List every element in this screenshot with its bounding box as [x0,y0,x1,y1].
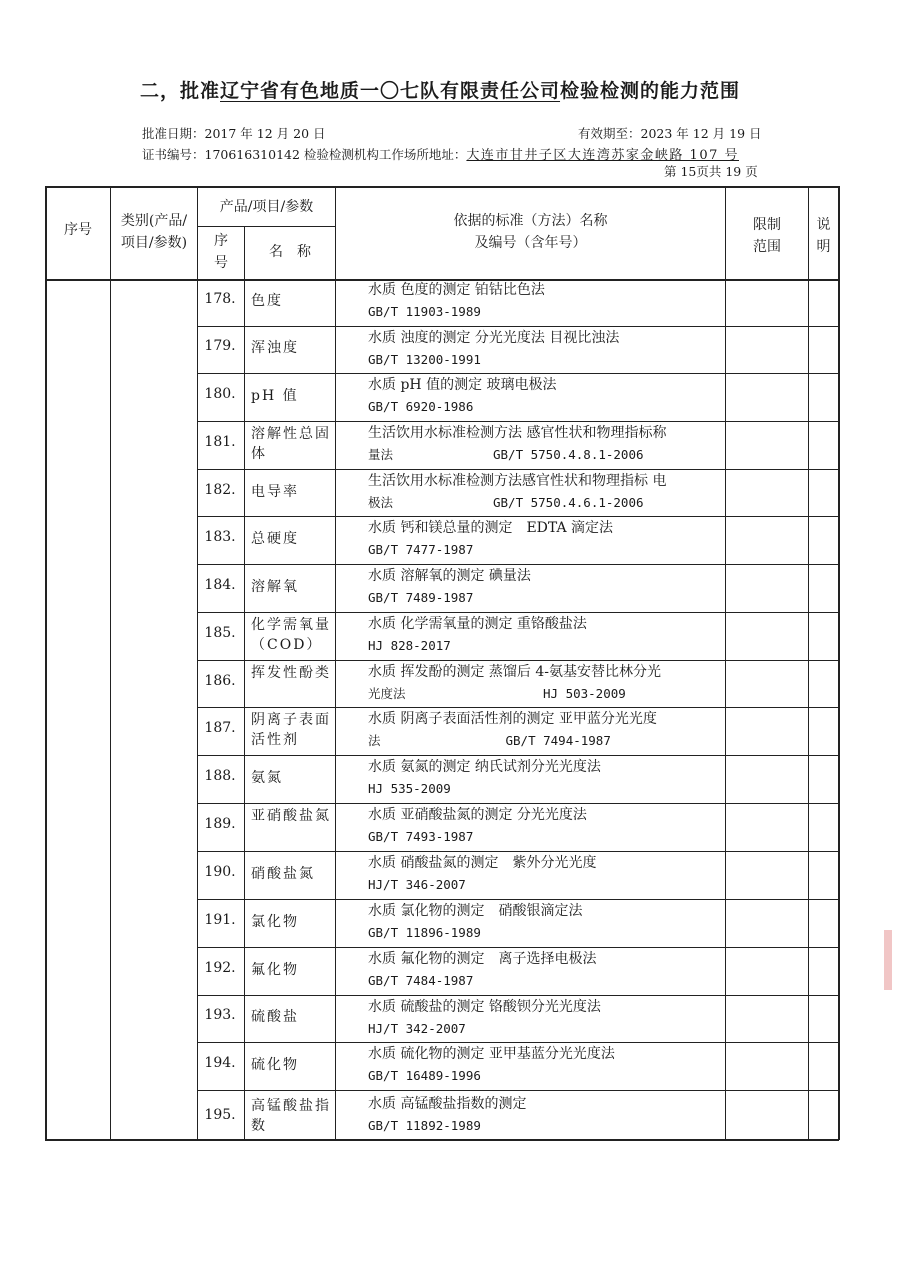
seal-edge-mark [884,930,892,990]
row-standard-code: 极法 GB/T 5750.4.6.1-2006 [368,495,644,510]
row-name: 溶解性总固体 [251,426,331,462]
row-name: 亚硝酸盐氮 [251,808,331,824]
row-standard-title: 水质 钙和镁总量的测定 EDTA 滴定法 [368,520,614,536]
row-standard-code: GB/T 11896-1989 [368,925,481,940]
work-address: 大连市甘井子区大连湾苏家金峡路 107 号 [466,148,739,163]
row-standard [368,708,724,752]
row-standard-title: 水质 氯化物的测定 硝酸银滴定法 [368,903,583,919]
row-standard [368,279,724,323]
row-standard [368,1093,724,1137]
row-standard-title: 水质 pH 值的测定 玻璃电极法 [368,377,557,393]
valid-until: 有效期至：2023 年 12 月 19 日 [578,126,762,141]
row-standard-title: 水质 氨氮的测定 纳氏试剂分光光度法 [368,759,601,775]
title-suffix: 检验检测的能力范围 [560,80,741,102]
row-number: 190. [204,864,236,880]
header-standard [336,210,725,254]
certificate-label: 证书编号：170616310142 检验检测机构工作场所地址： [142,147,467,162]
row-name: 总硬度 [251,531,299,547]
header-category-line2: 项目/参数) [120,235,188,251]
row-number: 194. [204,1055,236,1071]
header-product: 产品/项目/参数 [219,199,314,215]
row-standard-code: HJ 828-2017 [368,638,451,653]
row-number: 191. [204,912,236,928]
row-number: 178. [204,291,236,307]
header-limit-line2: 范围 [753,239,781,255]
row-standard-code: HJ/T 342-2007 [368,1021,466,1036]
row-standard [368,422,724,466]
row-standard-code: HJ 535-2009 [368,781,451,796]
row-standard-title: 水质 溶解氧的测定 碘量法 [368,568,531,584]
row-number: 183. [204,529,236,545]
header-seq: 序号 [64,222,92,238]
row-standard-code: GB/T 7489-1987 [368,590,474,605]
header-note [809,214,838,258]
page-number: 第 15页共 19 页 [664,164,758,179]
row-standard-title: 水质 色度的测定 铂钴比色法 [368,282,545,298]
row-number: 195. [204,1107,236,1123]
row-standard-code: GB/T 11903-1989 [368,304,481,319]
row-standard [368,900,724,944]
header-standard-line1: 依据的标准（方法）名称 [453,213,608,229]
row-name: 高锰酸盐指数 [251,1098,331,1134]
row-standard [368,613,724,657]
row-standard-code: 光度法 HJ 503-2009 [368,686,626,701]
row-standard-title: 水质 阴离子表面活性剂的测定 亚甲蓝分光光度 [368,711,657,727]
row-standard [368,517,724,561]
header-sub-seq [198,230,244,274]
header-note-line1: 说 [816,217,831,233]
row-standard-code: HJ/T 346-2007 [368,877,466,892]
row-standard [368,996,724,1040]
row-number: 193. [204,1007,236,1023]
row-name: pH 值 [251,388,299,404]
page-title [140,76,740,103]
row-standard-title: 水质 高锰酸盐指数的测定 [368,1096,527,1112]
row-standard-code: GB/T 13200-1991 [368,352,481,367]
row-name: 氟化物 [251,962,299,978]
row-standard [368,948,724,992]
title-org: 辽宁省有色地质一〇七队有限责任公司 [220,80,561,102]
row-standard-title: 生活饮用水标准检测方法 感官性状和物理指标称 [368,425,667,441]
row-name: 色度 [251,293,283,309]
row-standard [368,565,724,609]
row-standard [368,804,724,848]
approve-date: 批准日期：2017 年 12 月 20 日 [142,126,326,141]
row-name: 溶解氧 [251,579,299,595]
row-standard-code: 量法 GB/T 5750.4.8.1-2006 [368,447,644,462]
row-standard [368,470,724,514]
header-category [111,210,197,254]
row-name: 挥发性酚类 [251,665,331,681]
row-standard-code: 法 GB/T 7494-1987 [368,733,611,748]
row-name: 氯化物 [251,914,299,930]
row-number: 180. [204,386,236,402]
row-name: 阴离子表面活性剂 [251,712,331,748]
row-standard-code: GB/T 7477-1987 [368,542,474,557]
header-note-line2: 明 [816,239,831,255]
row-number: 185. [204,625,236,641]
row-number: 187. [204,720,236,736]
header-limit-line1: 限制 [753,217,781,233]
row-standard-code: GB/T 16489-1996 [368,1068,481,1083]
header-category-line1: 类别(产品/ [120,213,188,229]
row-standard-title: 水质 亚硝酸盐氮的测定 分光光度法 [368,807,587,823]
row-standard-title: 水质 硫酸盐的测定 铬酸钡分光光度法 [368,999,601,1015]
row-standard-code: GB/T 7493-1987 [368,829,474,844]
title-prefix: 二，批准 [140,80,221,102]
row-standard [368,852,724,896]
row-standard [368,1043,724,1087]
row-standard [368,756,724,800]
row-number: 189. [204,816,236,832]
row-number: 179. [204,338,236,354]
certificate-line [142,144,739,163]
row-standard-title: 水质 硫化物的测定 亚甲基蓝分光光度法 [368,1046,615,1062]
row-number: 181. [204,434,236,450]
row-name: 化学需氧量（COD） [251,617,331,653]
row-standard-code: GB/T 6920-1986 [368,399,474,414]
header-sub-seq-line2: 号 [214,255,228,271]
row-standard-code: GB/T 11892-1989 [368,1118,481,1133]
row-standard [368,374,724,418]
row-name: 电导率 [251,484,299,500]
row-standard-title: 水质 氟化物的测定 离子选择电极法 [368,951,597,967]
row-standard [368,661,724,705]
row-name: 硫化物 [251,1057,299,1073]
row-standard [368,327,724,371]
row-name: 浑浊度 [251,340,299,356]
row-number: 182. [204,482,236,498]
row-standard-code: GB/T 7484-1987 [368,973,474,988]
header-sub-name: 名 称 [269,244,311,260]
row-standard-title: 水质 化学需氧量的测定 重铬酸盐法 [368,616,587,632]
row-standard-title: 水质 硝酸盐氮的测定 紫外分光光度 [368,855,597,871]
header-sub-seq-line1: 序 [214,233,228,249]
row-number: 186. [204,673,236,689]
header-limit [726,214,808,258]
row-standard-title: 水质 浊度的测定 分光光度法 目视比浊法 [368,330,620,346]
row-standard-title: 水质 挥发酚的测定 蒸馏后 4-氨基安替比林分光 [368,664,661,680]
row-standard-title: 生活饮用水标准检测方法感官性状和物理指标 电 [368,473,667,489]
row-number: 192. [204,960,236,976]
row-name: 氨氮 [251,770,283,786]
row-name: 硝酸盐氮 [251,866,315,882]
header-standard-line2: 及编号（含年号） [474,235,587,251]
row-number: 188. [204,768,236,784]
row-name: 硫酸盐 [251,1009,299,1025]
row-number: 184. [204,577,236,593]
